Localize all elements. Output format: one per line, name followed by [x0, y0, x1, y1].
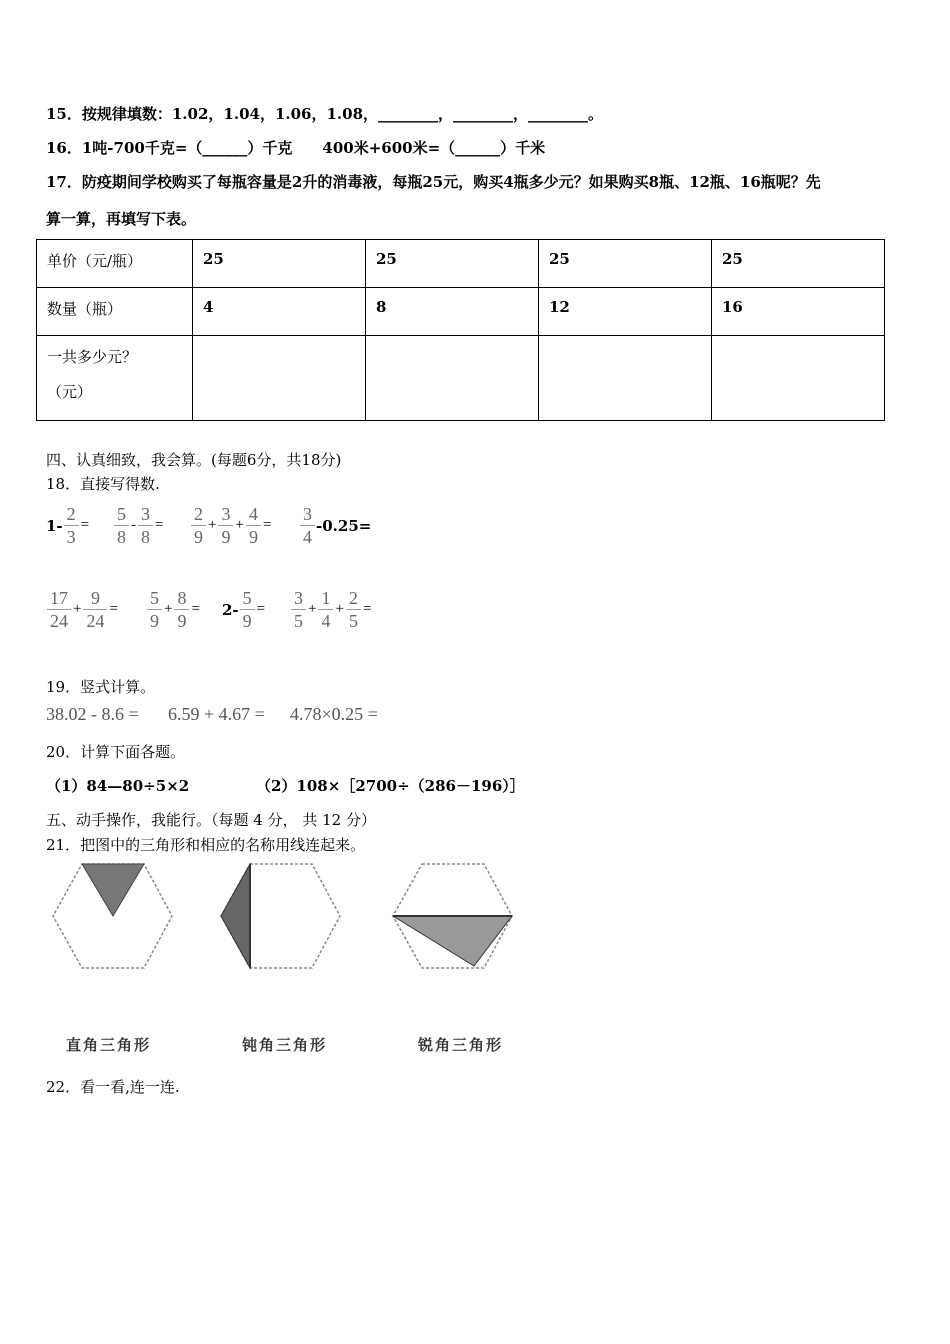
row2-cell: 16 [712, 288, 885, 336]
fraction: $\frac{8}{9}$ [174, 587, 189, 632]
calc-1: 38.02 - 8.6 = [46, 704, 139, 724]
question-20-b: （2）108×［2700÷（286－196）］ [256, 777, 525, 795]
question-22: 22．看一看,连一连. [46, 1078, 180, 1096]
fraction: $\frac{5}{8}$ [114, 503, 129, 548]
fraction: $\frac{1}{4}$ [318, 587, 333, 632]
answer-cell[interactable] [193, 336, 366, 421]
fraction: $\frac{5}{9}$ [240, 587, 255, 632]
question-17-line2: 算一算，再填写下表。 [46, 210, 197, 228]
row2-cell: 4 [193, 288, 366, 336]
expr-5: $\frac{17}{24}$ + $\frac{9}{24}$ = [46, 587, 119, 632]
expr-7: 2- $\frac{5}{9}$ = [222, 588, 266, 631]
fraction: $\frac{2}{9}$ [191, 503, 206, 548]
hexagon-figure-1 [50, 862, 175, 972]
answer-cell[interactable] [366, 336, 539, 421]
expr-1: 1- $\frac{2}{3}$ = [46, 504, 90, 547]
hexagon-figure-3 [390, 862, 515, 972]
hexagon-figure-2 [218, 862, 343, 972]
row1-cell: 25 [366, 240, 539, 288]
fraction: $\frac{2}{5}$ [346, 587, 361, 632]
answer-cell[interactable] [539, 336, 712, 421]
row3-label-a: 一共多少元？ [47, 348, 138, 366]
label-right-triangle: 直角三角形 [66, 1036, 152, 1054]
section-4-title: 四、认真细致，我会算。(每题6分，共18分) [46, 451, 342, 469]
row1-cell: 25 [193, 240, 366, 288]
fraction: $\frac{9}{24}$ [83, 587, 107, 632]
question-20: 20．计算下面各题。 [46, 743, 186, 761]
triangle-shape [393, 916, 512, 966]
row2-label: 数量（瓶） [37, 288, 193, 336]
question-19: 19．竖式计算。 [46, 678, 156, 696]
fraction: $\frac{2}{3}$ [64, 503, 79, 548]
expr-3: $\frac{2}{9}$ + $\frac{3}{9}$ + $\frac{4}{9}$ = [190, 503, 272, 548]
triangle-shape [82, 864, 144, 916]
expr-8: $\frac{3}{5}$ + $\frac{1}{4}$ + $\frac{2}{5}$ = [290, 587, 372, 632]
row3-label [37, 336, 193, 421]
row1-cell: 25 [539, 240, 712, 288]
price-table [36, 239, 885, 421]
row1-cell: 25 [712, 240, 885, 288]
expr-6: $\frac{5}{9}$ + $\frac{8}{9}$ = [146, 587, 201, 632]
question-17-line1: 17．防疫期间学校购买了每瓶容量是2升的消毒液，每瓶25元，购买4瓶多少元？如果购买8瓶、12瓶、16瓶呢？先 [46, 173, 821, 191]
question-15: 15．按规律填数：1.02，1.04，1.06，1.08，________，________，________。 [46, 105, 604, 123]
fraction: $\frac{5}{9}$ [147, 587, 162, 632]
calc-3: 4.78×0.25 = [290, 704, 378, 724]
row2-cell: 12 [539, 288, 712, 336]
fraction: $\frac{3}{4}$ [300, 503, 315, 548]
row1-label: 单价（元/瓶） [37, 240, 193, 288]
triangle-shape [221, 864, 250, 968]
row3-label-b: （元） [47, 383, 93, 401]
expr-4: $\frac{3}{4}$ -0.25= [299, 503, 371, 548]
fraction: $\frac{4}{9}$ [246, 503, 261, 548]
label-acute-triangle: 锐角三角形 [418, 1036, 504, 1054]
label-obtuse-triangle: 钝角三角形 [242, 1036, 328, 1054]
row2-cell: 8 [366, 288, 539, 336]
question-21: 21．把图中的三角形和相应的名称用线连起来。 [46, 836, 366, 854]
fraction: $\frac{17}{24}$ [47, 587, 71, 632]
answer-cell[interactable] [712, 336, 885, 421]
fraction: $\frac{3}{5}$ [291, 587, 306, 632]
section-5-title: 五、动手操作，我能行。（每题 4 分， 共 12 分） [46, 811, 376, 829]
fraction: $\frac{3}{8}$ [138, 503, 153, 548]
question-20-a: （1）84—80÷5×2 [46, 777, 190, 795]
fraction: $\frac{3}{9}$ [218, 503, 233, 548]
calc-2: 6.59 + 4.67 = [168, 704, 265, 724]
expr-2: $\frac{5}{8}$ - $\frac{3}{8}$ = [113, 503, 164, 548]
question-18: 18．直接写得数. [46, 475, 160, 493]
question-16: 16．1吨-700千克=（______）千克 400米+600米=（______）千米 [46, 139, 546, 157]
